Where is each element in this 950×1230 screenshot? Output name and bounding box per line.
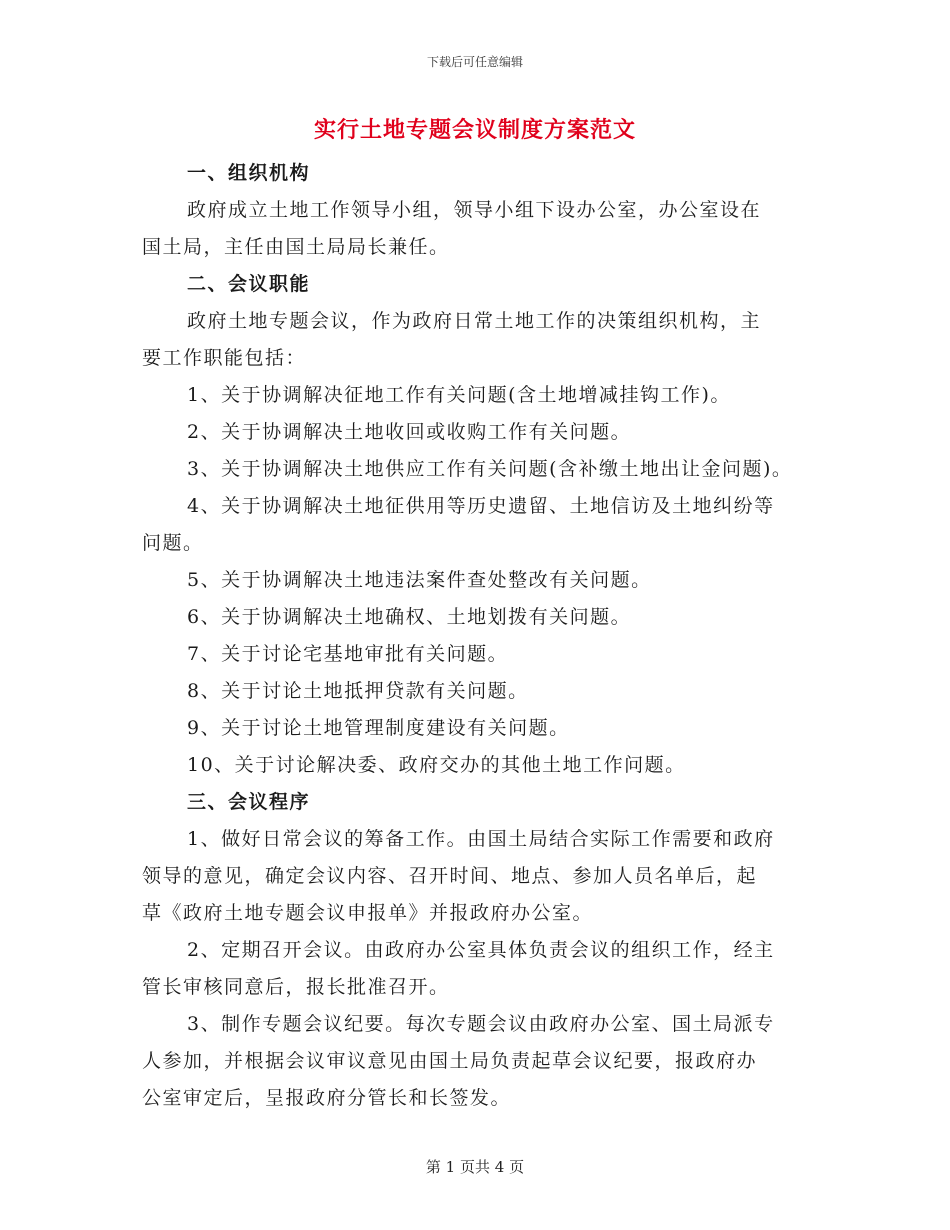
list-item: 1、关于协调解决征地工作有关问题(含土地增减挂钩工作)。 — [187, 384, 731, 406]
list-item: 2、关于协调解决土地收回或收购工作有关问题。 — [187, 421, 632, 443]
list-item: 8、关于讨论土地抵押贷款有关问题。 — [187, 680, 529, 702]
list-item: 3、关于协调解决土地供应工作有关问题(含补缴土地出让金问题)。 — [187, 458, 793, 480]
list-item-continuation: 草《政府土地专题会议申报单》并报政府办公室。 — [142, 902, 594, 924]
paragraph-line: 国土局，主任由国土局局长兼任。 — [142, 236, 450, 258]
list-item-continuation: 领导的意见，确定会议内容、召开时间、地点、参加人员名单后，起 — [142, 865, 758, 887]
paragraph-line: 要工作职能包括： — [142, 347, 307, 369]
paragraph-line: 政府成立土地工作领导小组，领导小组下设办公室，办公室设在 — [187, 199, 762, 221]
section-heading-procedure: 三、会议程序 — [187, 791, 311, 813]
section-heading-functions: 二、会议职能 — [187, 273, 311, 295]
paragraph-line: 政府土地专题会议，作为政府日常土地工作的决策组织机构，主 — [187, 310, 762, 332]
list-item-continuation: 管长审核同意后，报长批准召开。 — [142, 976, 450, 998]
document-title: 实行土地专题会议制度方案范文 — [313, 118, 636, 143]
list-item: 2、定期召开会议。由政府办公室具体负责会议的组织工作，经主 — [187, 939, 775, 961]
section-heading-organization: 一、组织机构 — [187, 162, 311, 184]
list-item-continuation: 人参加，并根据会议审议意见由国土局负责起草会议纪要，报政府办 — [142, 1050, 758, 1072]
list-item: 9、关于讨论土地管理制度建设有关问题。 — [187, 717, 570, 739]
page-header-note: 下载后可任意编辑 — [426, 55, 523, 69]
list-item: 5、关于协调解决土地违法案件查处整改有关问题。 — [187, 569, 652, 591]
list-item: 6、关于协调解决土地确权、土地划拨有关问题。 — [187, 606, 632, 628]
page-number-footer: 第 1 页共 4 页 — [425, 1158, 525, 1176]
list-item: 10、关于讨论解决委、政府交办的其他土地工作问题。 — [187, 754, 686, 776]
list-item-continuation: 问题。 — [142, 532, 204, 554]
list-item-continuation: 公室审定后，呈报政府分管长和长签发。 — [142, 1087, 512, 1109]
list-item: 7、关于讨论宅基地审批有关问题。 — [187, 643, 509, 665]
list-item: 3、制作专题会议纪要。每次专题会议由政府办公室、国土局派专 — [187, 1013, 775, 1035]
list-item: 4、关于协调解决土地征供用等历史遗留、土地信访及土地纠纷等 — [187, 495, 775, 517]
list-item: 1、做好日常会议的筹备工作。由国土局结合实际工作需要和政府 — [187, 828, 775, 850]
document-body — [142, 155, 822, 1117]
